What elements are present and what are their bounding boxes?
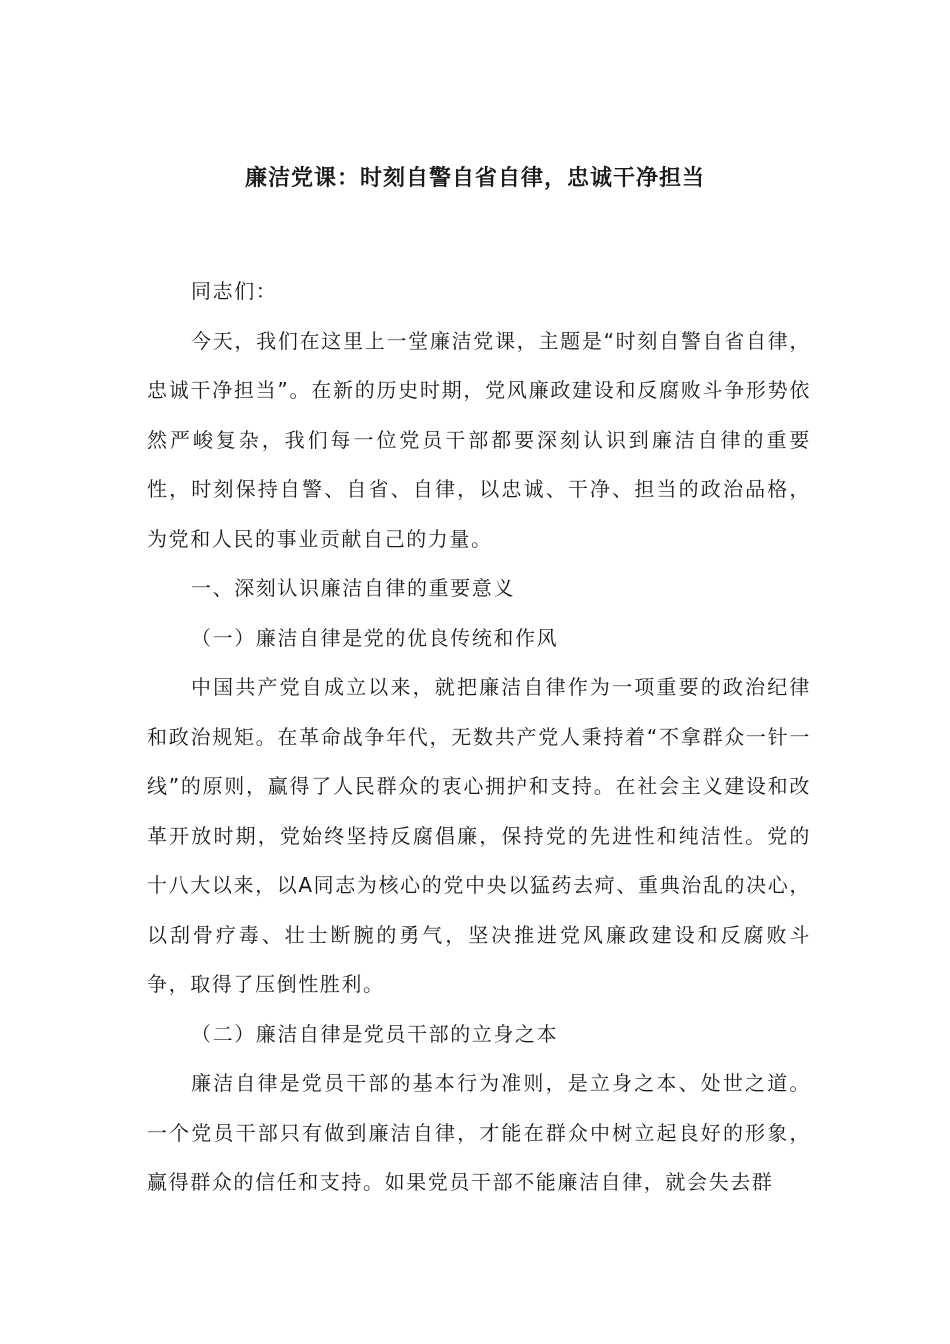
- subsection-paragraph-1: 中国共产党自成立以来，就把廉洁自律作为一项重要的政治纪律和政治规矩。在革命战争年代，无数共产党人秉持着“不拿群众一针一线”的原则，赢得了人民群众的衷心拥护和支持。在社会主义建设和改革开放时期，党始终坚持反腐倡廉，保持党的先进性和纯洁性。党的十八大以来，以A同志为核心的党中央以猛药去疴、重典治乱的决心，以刮骨疗毒、壮士断腕的勇气，坚决推进党风廉政建设和反腐败斗争，取得了压倒性胜利。: [147, 675, 811, 996]
- subsection-heading-2: （二）廉洁自律是党员干部的立身之本: [191, 1021, 559, 1046]
- document-title: 廉洁党课：时刻自警自省自律，忠诚干净担当: [244, 166, 705, 191]
- section-heading-1: 一、深刻认识廉洁自律的重要意义: [191, 576, 515, 600]
- greeting: 同志们：: [191, 279, 278, 303]
- subsection-heading-1: （一）廉洁自律是党的优良传统和作风: [191, 625, 559, 650]
- document-body: [147, 267, 811, 1208]
- intro-paragraph: 今天，我们在这里上一堂廉洁党课，主题是“时刻自警自省自律，忠诚干净担当”。在新的历史时期，党风廉政建设和反腐败斗争形势依然严峻复杂，我们每一位党员干部都要深刻认识到廉洁自律的重要性，时刻保持自警、自省、自律，以忠诚、干净、担当的政治品格，为党和人民的事业贡献自己的力量。: [147, 328, 811, 551]
- subsection-paragraph-2: 廉洁自律是党员干部的基本行为准则，是立身之本、处世之道。一个党员干部只有做到廉洁自律，才能在群众中树立起良好的形象，赢得群众的信任和支持。如果党员干部不能廉洁自律，就会失去群: [147, 1071, 811, 1194]
